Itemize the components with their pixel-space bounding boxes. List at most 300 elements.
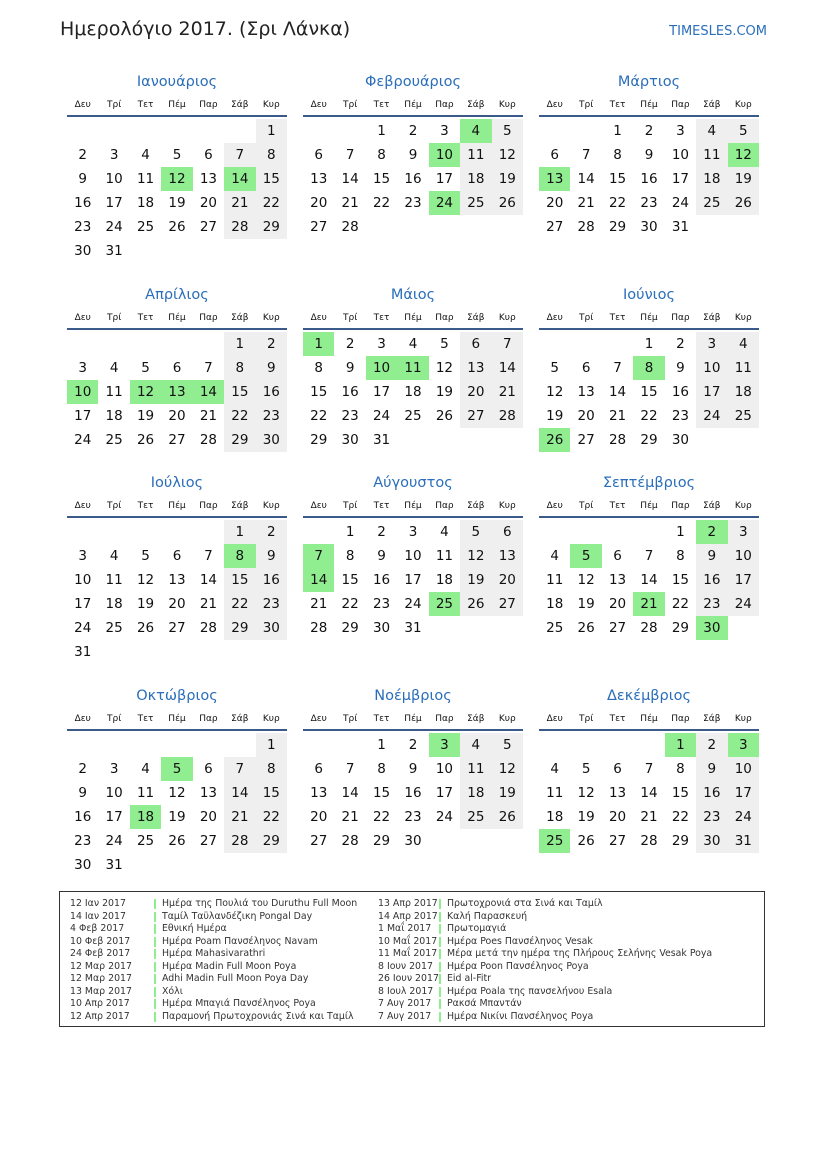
calendar-day: 6	[172, 548, 182, 564]
calendar-day: 27	[460, 404, 491, 428]
holiday-day: 3	[429, 733, 460, 757]
calendar-day: 21	[608, 408, 627, 424]
calendar-day: 30	[696, 829, 727, 853]
calendar-day: 22	[341, 596, 359, 612]
calendar-day: 16	[74, 195, 92, 211]
calendar-day: 6	[581, 360, 591, 376]
calendar-day: 3	[440, 123, 449, 139]
legend-color-marker	[154, 999, 156, 1009]
calendar-day: 11	[546, 572, 564, 588]
calendar-day: 28	[640, 620, 658, 636]
calendar-day: 29	[608, 219, 627, 235]
weekday-label: Σάβ	[703, 100, 721, 110]
calendar-day: 9	[377, 548, 386, 564]
legend-name: Ημέρα Poala της πανσελήνου Esala	[447, 985, 613, 997]
calendar-day: 13	[310, 171, 328, 187]
calendar-day: 25	[105, 432, 123, 448]
calendar-day: 2	[377, 524, 386, 540]
calendar-day: 23	[404, 195, 422, 211]
legend-date: 10 Μαΐ 2017	[378, 935, 438, 947]
calendar-day: 18	[460, 167, 491, 191]
weekday-label: Τετ	[609, 100, 626, 110]
legend-name: Πρωτομαγιά	[447, 923, 507, 934]
calendar-day: 20	[168, 408, 186, 424]
weekday-label: Τρί	[579, 501, 594, 511]
weekday-label: Κυρ	[262, 100, 280, 110]
calendar-day: 13	[608, 572, 627, 588]
calendar-day: 27	[168, 432, 186, 448]
legend-name: Ημέρα Madin Full Moon Poya	[162, 960, 297, 972]
calendar-day: 7	[224, 757, 255, 781]
calendar-day: 15	[671, 572, 690, 588]
calendar-day: 9	[345, 360, 355, 376]
calendar-day: 6	[204, 761, 213, 777]
calendar-day: 21	[199, 596, 218, 612]
calendar-day: 29	[224, 428, 255, 452]
weekday-label: Δευ	[310, 100, 327, 110]
holiday-day: 21	[633, 592, 664, 616]
legend-name: Εθνική Ημέρα	[162, 923, 227, 934]
holiday-day: 25	[539, 829, 570, 853]
weekday-label: Κυρ	[498, 313, 516, 323]
month-block	[303, 471, 523, 636]
calendar-day: 3	[728, 520, 759, 544]
calendar-day: 14	[492, 356, 523, 380]
calendar-day: 20	[199, 809, 218, 825]
calendar-day: 11	[696, 143, 727, 167]
holiday-day: 5	[161, 757, 192, 781]
calendar-day: 19	[435, 384, 454, 400]
calendar-day: 21	[640, 809, 658, 825]
weekday-label: Τετ	[137, 313, 154, 323]
weekday-label: Πέμ	[168, 313, 186, 323]
weekday-label: Παρ	[435, 501, 454, 511]
holiday-day: 2	[696, 520, 727, 544]
calendar-day: 28	[608, 432, 627, 448]
legend-color-marker	[439, 912, 441, 922]
calendar-day: 7	[613, 360, 622, 376]
legend-date: 7 Αυγ 2017	[378, 998, 432, 1009]
calendar-day: 15	[310, 384, 328, 400]
calendar-day: 30	[74, 857, 92, 873]
legend-date: 14 Ιαν 2017	[70, 910, 126, 922]
calendar-day: 6	[613, 761, 622, 777]
weekday-label: Δευ	[310, 313, 327, 323]
calendar-day: 28	[224, 215, 255, 239]
calendar-day: 30	[74, 243, 92, 259]
calendar-day: 3	[109, 147, 119, 163]
weekday-header	[67, 495, 287, 518]
calendar-day: 28	[199, 620, 218, 636]
holiday-day: 24	[429, 191, 460, 215]
calendar-day: 8	[676, 548, 685, 564]
calendar-day: 3	[696, 332, 727, 356]
weekday-label: Παρ	[199, 501, 218, 511]
legend-color-marker	[154, 962, 156, 972]
calendar-day: 22	[671, 809, 690, 825]
calendar-day: 20	[168, 596, 186, 612]
calendar-day: 27	[310, 219, 328, 235]
legend-date: 4 Φεβ 2017	[70, 923, 125, 934]
calendar-day: 16	[256, 380, 287, 404]
calendar-day: 14	[640, 785, 658, 801]
weekday-label: Πέμ	[640, 501, 658, 511]
calendar-day: 11	[136, 785, 155, 801]
holiday-day: 18	[130, 805, 161, 829]
calendar-day: 16	[671, 384, 690, 400]
calendar-day: 23	[256, 592, 287, 616]
legend-color-marker	[439, 974, 441, 984]
month-block	[303, 70, 523, 235]
calendar-day: 16	[256, 568, 287, 592]
calendar-day: 4	[696, 119, 727, 143]
month-title: Ιούνιος	[623, 287, 675, 303]
weekday-label: Δευ	[310, 714, 327, 724]
calendar-day: 30	[256, 616, 287, 640]
calendar-day: 31	[404, 620, 422, 636]
calendar-day: 22	[372, 809, 391, 825]
legend-color-marker	[439, 924, 441, 934]
calendar-day: 18	[435, 572, 454, 588]
calendar-day: 13	[199, 171, 218, 187]
month-title: Αύγουστος	[373, 475, 453, 491]
weekday-label: Πέμ	[404, 100, 422, 110]
month-title: Φεβρουάριος	[364, 74, 462, 90]
month-block	[303, 684, 523, 849]
weekday-label: Τρί	[107, 714, 122, 724]
calendar-day: 6	[172, 360, 182, 376]
calendar-day: 20	[460, 380, 491, 404]
calendar-day: 15	[256, 167, 287, 191]
weekday-label: Σάβ	[231, 100, 249, 110]
calendar-day: 29	[671, 620, 690, 636]
legend-name: Μέρα μετά την ημέρα της Πλήρους Σελήνης Vesak Poya	[447, 948, 713, 959]
calendar-day: 4	[408, 336, 418, 352]
weekday-label: Πέμ	[404, 313, 422, 323]
calendar-day: 8	[224, 356, 255, 380]
calendar-day: 12	[546, 384, 564, 400]
calendar-day: 7	[345, 761, 355, 777]
calendar-day: 21	[224, 191, 255, 215]
weekday-header	[539, 708, 759, 731]
legend-date: 8 Ιουν 2017	[378, 960, 433, 972]
calendar-day: 24	[728, 592, 759, 616]
calendar-day: 10	[671, 147, 690, 163]
calendar-day: 27	[310, 833, 328, 849]
calendar-day: 21	[577, 195, 595, 211]
calendar-day: 7	[204, 360, 213, 376]
calendar-day: 7	[644, 761, 654, 777]
calendar-day: 12	[460, 544, 491, 568]
weekday-label: Τρί	[579, 714, 594, 724]
calendar-day: 8	[377, 761, 386, 777]
calendar-day: 20	[199, 195, 218, 211]
calendar-day: 30	[671, 432, 690, 448]
weekday-label: Τετ	[137, 100, 154, 110]
calendar-day: 17	[105, 809, 123, 825]
calendar-day: 10	[696, 356, 727, 380]
calendar-day: 9	[644, 147, 654, 163]
calendar-day: 30	[372, 620, 391, 636]
holiday-day: 8	[224, 544, 255, 568]
calendar-day: 11	[460, 757, 491, 781]
calendar-day: 31	[372, 432, 391, 448]
calendar-day: 20	[492, 568, 523, 592]
weekday-header	[303, 307, 523, 330]
calendar-day: 2	[78, 147, 87, 163]
calendar-day: 26	[460, 592, 491, 616]
weekday-label: Δευ	[310, 501, 327, 511]
calendar-day: 15	[372, 171, 391, 187]
site-link[interactable]: TIMESLES.COM	[669, 24, 767, 39]
month-block	[539, 283, 759, 448]
weekday-label: Τετ	[609, 501, 626, 511]
calendar-day: 29	[671, 833, 690, 849]
calendar-day: 16	[372, 572, 391, 588]
calendar-day: 17	[74, 408, 92, 424]
holiday-day: 14	[303, 568, 334, 592]
weekday-label: Κυρ	[498, 100, 516, 110]
calendar-day: 12	[492, 757, 523, 781]
weekday-label: Κυρ	[734, 313, 752, 323]
calendar-day: 31	[671, 219, 690, 235]
holiday-day: 14	[193, 380, 224, 404]
holiday-day: 30	[696, 616, 727, 640]
calendar-day: 28	[577, 219, 595, 235]
calendar-day: 10	[105, 171, 123, 187]
legend-color-marker	[154, 949, 156, 959]
weekday-label: Πέμ	[168, 501, 186, 511]
calendar-day: 20	[546, 195, 564, 211]
calendar-day: 19	[168, 195, 186, 211]
calendar-day: 3	[676, 123, 685, 139]
holiday-day: 26	[539, 428, 570, 452]
calendar-day: 18	[105, 596, 123, 612]
calendar-day: 17	[74, 596, 92, 612]
calendar-day: 27	[608, 833, 627, 849]
calendar-day: 16	[640, 171, 658, 187]
calendar-day: 11	[136, 171, 155, 187]
calendar-day: 16	[696, 568, 727, 592]
legend-date: 12 Απρ 2017	[70, 1010, 130, 1022]
calendar-day: 12	[136, 572, 155, 588]
legend-color-marker	[439, 949, 441, 959]
calendar-day: 11	[105, 572, 123, 588]
weekday-label: Τρί	[579, 100, 594, 110]
holiday-day: 10	[67, 380, 98, 404]
calendar-day: 9	[256, 356, 287, 380]
calendar-day: 5	[728, 119, 759, 143]
calendar-day: 13	[310, 785, 328, 801]
weekday-label: Κυρ	[734, 100, 752, 110]
legend-color-marker	[154, 899, 156, 909]
calendar-day: 15	[640, 384, 658, 400]
weekday-label: Δευ	[546, 100, 563, 110]
calendar-day: 28	[341, 833, 359, 849]
calendar-day: 20	[310, 809, 328, 825]
calendar-day: 13	[199, 785, 218, 801]
calendar-day: 4	[141, 147, 150, 163]
calendar-day: 7	[581, 147, 591, 163]
calendar-day: 29	[341, 620, 359, 636]
weekday-label: Σάβ	[703, 501, 721, 511]
calendar-day: 19	[577, 596, 595, 612]
weekday-label: Δευ	[546, 714, 563, 724]
calendar-day: 12	[492, 143, 523, 167]
legend-name: Ημέρα Poam Πανσέληνος Navam	[162, 935, 318, 947]
weekday-label: Παρ	[671, 313, 690, 323]
calendar-day: 11	[460, 143, 491, 167]
weekday-label: Παρ	[435, 100, 454, 110]
legend-name: Ημέρα της Πουλιά του Duruthu Full Moon	[162, 898, 358, 909]
calendar-day: 9	[78, 171, 87, 187]
month-title: Νοέμβριος	[374, 688, 452, 704]
weekday-label: Πέμ	[404, 501, 422, 511]
calendar-day: 23	[74, 219, 92, 235]
holiday-day: 12	[161, 167, 192, 191]
legend-name: Ρακσά Μπαντάν	[447, 998, 522, 1009]
calendar-day: 4	[460, 733, 491, 757]
legend-date: 10 Φεβ 2017	[70, 935, 131, 947]
calendar-day: 18	[460, 781, 491, 805]
calendar-day: 14	[577, 171, 595, 187]
month-title: Σεπτέμβριος	[602, 475, 696, 491]
calendar-day: 26	[577, 620, 595, 636]
calendar-day: 18	[136, 195, 155, 211]
calendar-day: 1	[224, 520, 255, 544]
calendar-day: 1	[256, 733, 287, 757]
calendar-day: 23	[404, 809, 422, 825]
page-title: Ημερολόγιο 2017. (Σρι Λάνκα)	[60, 18, 351, 40]
calendar-day: 11	[435, 548, 454, 564]
month-title: Οκτώβριος	[136, 688, 218, 704]
calendar-day: 12	[435, 360, 454, 376]
calendar-day: 31	[74, 644, 92, 660]
calendar-day: 26	[492, 191, 523, 215]
calendar-day: 24	[696, 404, 727, 428]
calendar-day: 5	[492, 119, 523, 143]
calendar-day: 25	[136, 833, 155, 849]
calendar-day: 9	[408, 761, 418, 777]
calendar-day: 30	[341, 432, 359, 448]
calendar-day: 26	[435, 408, 454, 424]
calendar-day: 20	[608, 596, 627, 612]
calendar-day: 24	[372, 408, 391, 424]
calendar-day: 1	[377, 737, 386, 753]
calendar-day: 28	[640, 833, 658, 849]
calendar-day: 8	[676, 761, 685, 777]
calendar-day: 22	[671, 596, 690, 612]
holiday-day: 4	[460, 119, 491, 143]
calendar-day: 14	[224, 781, 255, 805]
calendar-day: 28	[492, 404, 523, 428]
weekday-label: Παρ	[671, 100, 690, 110]
calendar-day: 10	[105, 785, 123, 801]
calendar-day: 4	[550, 548, 559, 564]
calendar-day: 4	[109, 360, 119, 376]
weekday-label: Τετ	[373, 313, 390, 323]
weekday-label: Σάβ	[703, 714, 721, 724]
calendar-day: 18	[546, 809, 564, 825]
weekday-label: Σάβ	[467, 313, 485, 323]
calendar-day: 29	[372, 833, 391, 849]
calendar-day: 22	[224, 592, 255, 616]
weekday-label: Σάβ	[231, 313, 249, 323]
legend-date: 12 Ιαν 2017	[70, 898, 126, 909]
weekday-label: Τρί	[343, 313, 358, 323]
calendar-day: 1	[224, 332, 255, 356]
calendar-day: 9	[696, 757, 727, 781]
calendar-day: 15	[256, 781, 287, 805]
calendar-day: 9	[676, 360, 685, 376]
weekday-label: Δευ	[74, 100, 91, 110]
calendar-day: 3	[408, 524, 418, 540]
calendar-day: 29	[256, 215, 287, 239]
calendar-day: 5	[440, 336, 449, 352]
calendar-day: 29	[256, 829, 287, 853]
calendar-day: 1	[256, 119, 287, 143]
calendar-day: 3	[109, 761, 119, 777]
calendar-day: 19	[728, 167, 759, 191]
holiday-day: 1	[665, 733, 696, 757]
holiday-legend	[59, 891, 765, 1027]
calendar-day: 19	[492, 167, 523, 191]
calendar-day: 5	[172, 147, 182, 163]
calendar-day: 13	[608, 785, 627, 801]
weekday-label: Τετ	[137, 714, 154, 724]
calendar-day: 15	[224, 568, 255, 592]
calendar-day: 17	[671, 171, 690, 187]
calendar-day: 23	[671, 408, 690, 424]
calendar-day: 5	[492, 733, 523, 757]
legend-name: Ημέρα Poon Πανσέληνος Poya	[447, 960, 589, 972]
legend-color-marker	[154, 912, 156, 922]
legend-date: 12 Μαρ 2017	[70, 960, 132, 972]
calendar-day: 11	[546, 785, 564, 801]
calendar-day: 16	[696, 781, 727, 805]
weekday-label: Παρ	[671, 714, 690, 724]
calendar-day: 24	[74, 432, 92, 448]
calendar-day: 2	[408, 737, 418, 753]
calendar-day: 19	[136, 596, 155, 612]
calendar-day: 23	[640, 195, 658, 211]
legend-name: Πρωτοχρονιά στα Σινά και Ταμίλ	[447, 898, 603, 909]
month-block	[539, 471, 759, 636]
calendar-day: 2	[408, 123, 418, 139]
calendar-day: 13	[460, 356, 491, 380]
calendar-day: 26	[136, 620, 155, 636]
calendar-day: 13	[492, 544, 523, 568]
calendar-day: 6	[492, 520, 523, 544]
legend-name: Καλή Παρασκευή	[447, 910, 528, 922]
calendar-day: 11	[105, 384, 123, 400]
calendar-day: 6	[460, 332, 491, 356]
legend-date: 1 Μαΐ 2017	[378, 923, 432, 934]
weekday-label: Σάβ	[467, 100, 485, 110]
calendar-day: 26	[492, 805, 523, 829]
weekday-label: Τρί	[579, 313, 594, 323]
calendar-day: 3	[377, 336, 386, 352]
weekday-label: Τετ	[609, 313, 626, 323]
calendar-day: 15	[671, 785, 690, 801]
legend-name: Παραμονή Πρωτοχρονιάς Σινά και Ταμίλ	[162, 1010, 354, 1022]
weekday-label: Παρ	[435, 714, 454, 724]
calendar-day: 31	[105, 243, 123, 259]
calendar-day: 15	[224, 380, 255, 404]
legend-name: Ημέρα Poes Πανσέληνος Vesak	[447, 935, 593, 947]
calendar-day: 21	[310, 596, 328, 612]
legend-name: Eid al-Fitr	[447, 973, 492, 984]
